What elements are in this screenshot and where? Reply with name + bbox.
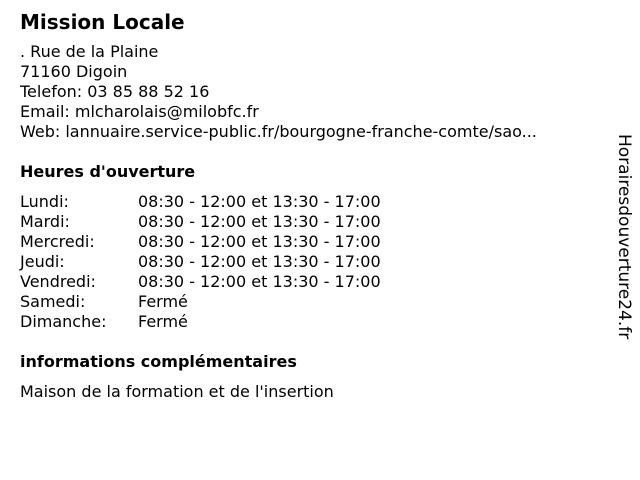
address-city: 71160 Digoin: [20, 62, 128, 81]
site-watermark: Horairesdouverture24.fr: [614, 134, 634, 340]
hours-row-thursday: [20, 252, 610, 272]
address-street: . Rue de la Plaine: [20, 42, 159, 61]
day-label: Dimanche:: [20, 312, 107, 331]
location-card: [20, 10, 610, 402]
day-label: Samedi:: [20, 292, 86, 311]
day-label: Mardi:: [20, 212, 70, 231]
hours-row-tuesday: [20, 212, 610, 232]
hours-row-wednesday: [20, 232, 610, 252]
time-value: 08:30 - 12:00 et 13:30 - 17:00: [138, 232, 381, 251]
time-value: Fermé: [138, 292, 188, 311]
website-link[interactable]: Web: lannuaire.service-public.fr/bourgogne-franche-comte/sao...: [20, 122, 537, 141]
phone-number[interactable]: Telefon: 03 85 88 52 16: [20, 82, 210, 101]
time-value: 08:30 - 12:00 et 13:30 - 17:00: [138, 252, 381, 271]
day-label: Lundi:: [20, 192, 69, 211]
opening-hours-table: [20, 192, 610, 332]
additional-info-text: Maison de la formation et de l'insertion: [20, 382, 334, 401]
additional-info-heading: informations complémentaires: [20, 352, 297, 371]
time-value: 08:30 - 12:00 et 13:30 - 17:00: [138, 212, 381, 231]
contact-block: [20, 42, 610, 142]
day-label: Mercredi:: [20, 232, 95, 251]
hours-row-saturday: [20, 292, 610, 312]
hours-row-sunday: [20, 312, 610, 332]
hours-row-friday: [20, 272, 610, 292]
day-label: Vendredi:: [20, 272, 96, 291]
time-value: 08:30 - 12:00 et 13:30 - 17:00: [138, 272, 381, 291]
opening-hours-heading: Heures d'ouverture: [20, 162, 196, 181]
email-link[interactable]: Email: mlcharolais@milobfc.fr: [20, 102, 259, 121]
time-value: 08:30 - 12:00 et 13:30 - 17:00: [138, 192, 381, 211]
day-label: Jeudi:: [20, 252, 65, 271]
time-value: Fermé: [138, 312, 188, 331]
page-title: Mission Locale: [20, 10, 185, 34]
hours-row-monday: [20, 192, 610, 212]
